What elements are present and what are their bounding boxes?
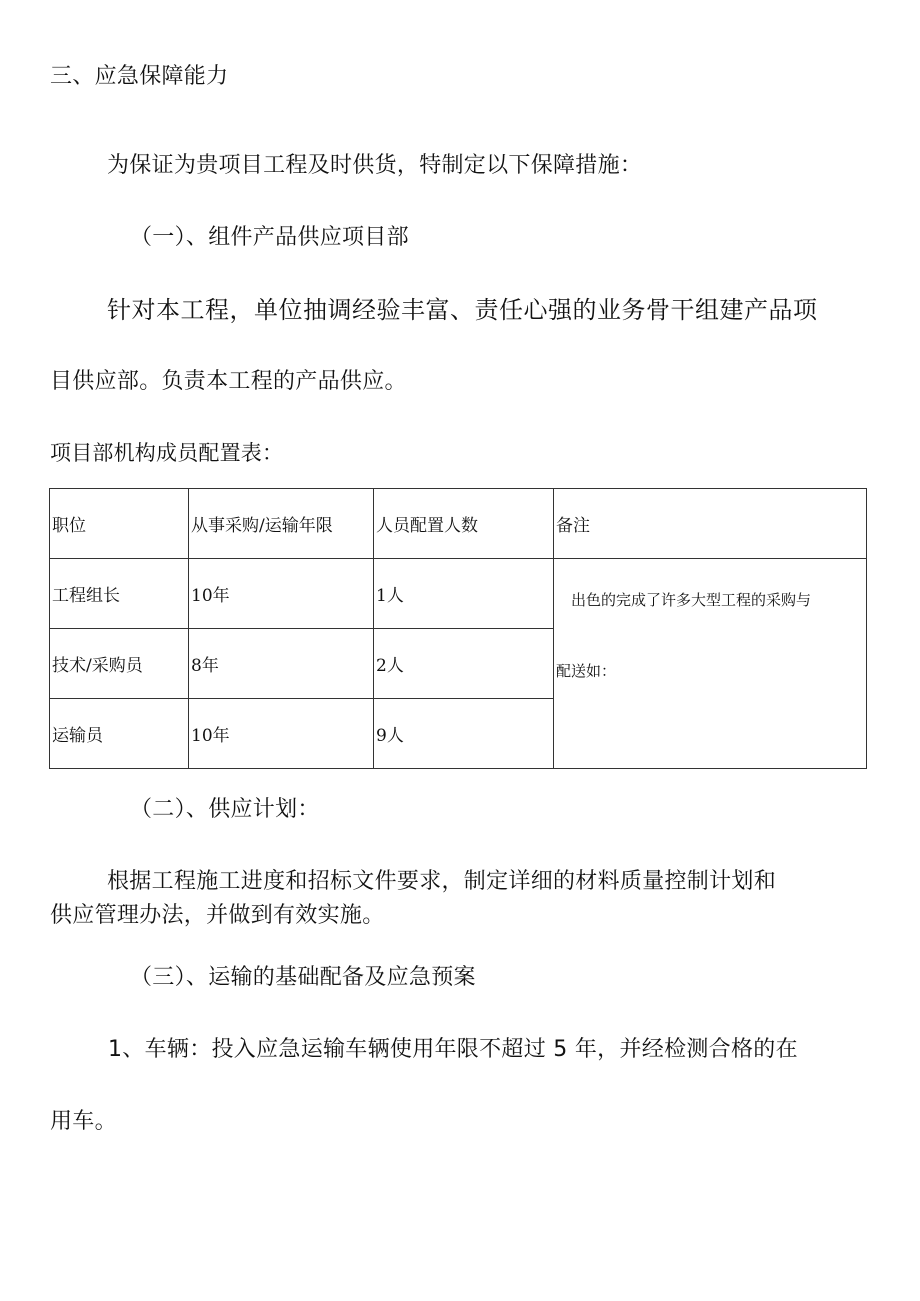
cell-count: 9人 bbox=[374, 699, 554, 769]
sub2-paragraph-line2: 供应管理办法，并做到有效实施。 bbox=[50, 903, 385, 928]
section-title: 三、应急保障能力 bbox=[50, 64, 229, 89]
sub2-heading: （二）、供应计划： bbox=[130, 797, 320, 822]
cell-years: 10年 bbox=[189, 699, 374, 769]
header-count: 人员配置人数 bbox=[374, 489, 554, 559]
table-row bbox=[50, 559, 867, 629]
sub1-paragraph-line2: 目供应部。负责本工程的产品供应。 bbox=[50, 369, 407, 394]
sub3-item1-line2: 用车。 bbox=[50, 1109, 117, 1134]
sub3-heading: （三）、运输的基础配备及应急预案 bbox=[130, 965, 476, 990]
cell-years: 8年 bbox=[189, 629, 374, 699]
note-line-2: 配送如： bbox=[556, 662, 617, 680]
header-note: 备注 bbox=[554, 489, 867, 559]
table-caption: 项目部机构成员配置表： bbox=[50, 441, 284, 465]
cell-years: 10年 bbox=[189, 559, 374, 629]
staff-config-table bbox=[49, 488, 867, 769]
note-line-1: 出色的完成了许多大型工程的采购与 bbox=[571, 591, 812, 609]
table-header-row bbox=[50, 489, 867, 559]
sub2-paragraph-line1: 根据工程施工进度和招标文件要求，制定详细的材料质量控制计划和 bbox=[107, 869, 777, 894]
header-position: 职位 bbox=[50, 489, 189, 559]
cell-count: 2人 bbox=[374, 629, 554, 699]
intro-paragraph: 为保证为贵项目工程及时供货，特制定以下保障措施： bbox=[107, 153, 643, 178]
header-years: 从事采购/运输年限 bbox=[189, 489, 374, 559]
cell-position: 工程组长 bbox=[50, 559, 189, 629]
cell-position: 运输员 bbox=[50, 699, 189, 769]
cell-note bbox=[554, 559, 867, 769]
cell-position: 技术/采购员 bbox=[50, 629, 189, 699]
cell-count: 1人 bbox=[374, 559, 554, 629]
sub1-heading: （一）、组件产品供应项目部 bbox=[130, 225, 409, 250]
sub1-paragraph-line1: 针对本工程，单位抽调经验丰富、责任心强的业务骨干组建产品项 bbox=[107, 296, 818, 324]
sub3-item1-line1: 1、车辆：投入应急运输车辆使用年限不超过 5 年，并经检测合格的在 bbox=[108, 1037, 798, 1062]
